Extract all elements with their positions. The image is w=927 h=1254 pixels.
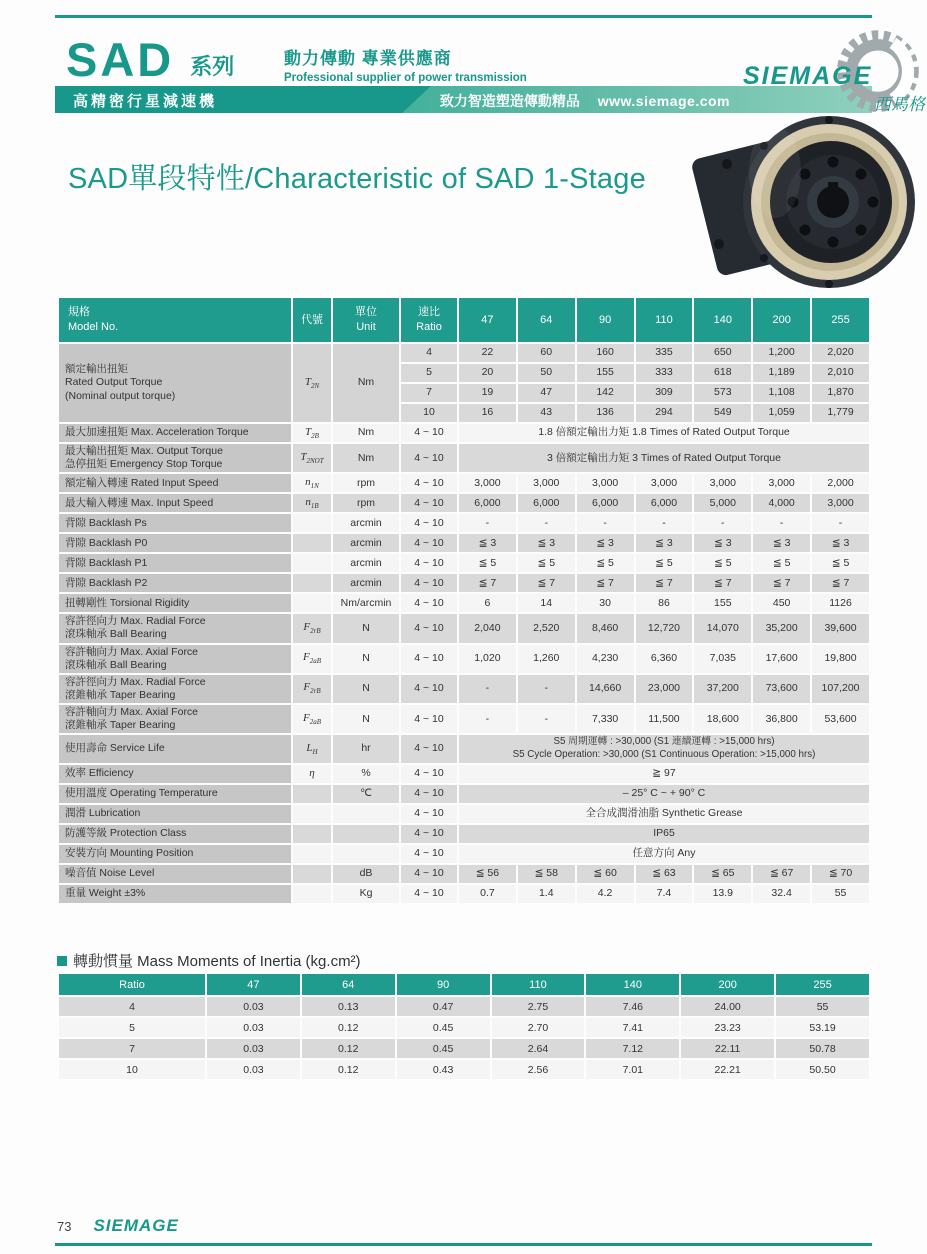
footer-logo: SIEMAGE	[93, 1216, 179, 1235]
product-photo	[653, 106, 927, 298]
spec-row-label: 噪音值 Noise Level	[59, 865, 291, 883]
spec-row-label: 容許徑向力 Max. Radial Force 滾珠軸承 Ball Bearing	[59, 614, 291, 642]
spec-value-cell: 8,460	[577, 614, 634, 642]
spec-value-cell: 155	[694, 594, 751, 612]
spec-span-cell: 3 倍額定輸出力矩 3 Times of Rated Output Torque	[459, 444, 869, 472]
spec-value-cell: ≦ 65	[694, 865, 751, 883]
spec-row-symbol	[293, 865, 331, 883]
spec-row-unit: N	[333, 675, 399, 703]
spec-value-cell: 294	[636, 404, 693, 422]
spec-value-cell: 155	[577, 364, 634, 382]
inertia-value-cell: 0.03	[207, 997, 300, 1016]
inertia-value-cell: 0.12	[302, 1060, 395, 1079]
spec-value-cell: 19,800	[812, 645, 869, 673]
spec-value-cell: 573	[694, 384, 751, 402]
spec-row-symbol	[293, 785, 331, 803]
spec-ratio-cell: 4 ~ 10	[401, 424, 457, 442]
brand-name: SAD	[66, 33, 175, 86]
inertia-value-cell: 7.01	[586, 1060, 679, 1079]
spec-row-label: 最大輸出扭矩 Max. Output Torque 急停扭矩 Emergency Stop Torque	[59, 444, 291, 472]
spec-value-cell: 47	[518, 384, 575, 402]
spec-value-cell: 6,000	[459, 494, 516, 512]
spec-row-unit: hr	[333, 735, 399, 762]
spec-value-cell: 2,040	[459, 614, 516, 642]
spec-value-cell: 55	[812, 885, 869, 903]
spec-value-cell: ≦ 3	[636, 534, 693, 552]
spec-value-cell: 3,000	[753, 474, 810, 492]
spec-row-unit: dB	[333, 865, 399, 883]
inertia-value-cell: 55	[776, 997, 869, 1016]
spec-row-unit: N	[333, 705, 399, 733]
spec-span-cell: 任意方向 Any	[459, 845, 869, 863]
spec-value-cell: 2,010	[812, 364, 869, 382]
col-header-size: 140	[694, 298, 751, 342]
spec-value-cell: 36,800	[753, 705, 810, 733]
spec-row-label: 額定輸入轉速 Rated Input Speed	[59, 474, 291, 492]
spec-row-label: 使用壽命 Service Life	[59, 735, 291, 762]
spec-value-cell: ≦ 7	[459, 574, 516, 592]
bullet-square-icon	[57, 956, 67, 966]
spec-value-cell: 43	[518, 404, 575, 422]
inertia-value-cell: 0.45	[397, 1039, 490, 1058]
inertia-value-cell: 0.03	[207, 1060, 300, 1079]
inertia-value-cell: 2.56	[492, 1060, 585, 1079]
top-rule	[55, 15, 872, 18]
spec-value-cell: ≦ 60	[577, 865, 634, 883]
col-header-ratio: 速比 Ratio	[401, 298, 457, 342]
spec-value-cell: 35,200	[753, 614, 810, 642]
spec-row-symbol	[293, 845, 331, 863]
spec-value-cell: 1,260	[518, 645, 575, 673]
spec-value-cell: 7.4	[636, 885, 693, 903]
slogan-zh: 動力傳動 專業供應商	[284, 49, 452, 68]
spec-value-cell: 1,020	[459, 645, 516, 673]
spec-value-cell: 1,189	[753, 364, 810, 382]
col-header-size: 47	[459, 298, 516, 342]
spec-value-cell: 549	[694, 404, 751, 422]
spec-row-label: 重量 Weight ±3%	[59, 885, 291, 903]
spec-row-unit: Nm	[333, 444, 399, 472]
spec-ratio-cell: 4 ~ 10	[401, 845, 457, 863]
spec-value-cell: -	[577, 514, 634, 532]
spec-row-symbol	[293, 514, 331, 532]
spec-ratio-cell: 4 ~ 10	[401, 534, 457, 552]
spec-ratio-cell: 4 ~ 10	[401, 885, 457, 903]
spec-value-cell: -	[636, 514, 693, 532]
col-header-size: 90	[577, 298, 634, 342]
spec-row-unit: Nm	[333, 344, 399, 422]
spec-value-cell: 14	[518, 594, 575, 612]
spec-ratio-cell: 4 ~ 10	[401, 594, 457, 612]
spec-value-cell: 0.7	[459, 885, 516, 903]
spec-row-label: 背隙 Backlash P0	[59, 534, 291, 552]
spec-ratio-cell: 4 ~ 10	[401, 825, 457, 843]
spec-row-label: 額定輸出扭矩 Rated Output Torque (Nominal output torque)	[59, 344, 291, 422]
spec-value-cell: -	[459, 675, 516, 703]
spec-row-unit: arcmin	[333, 514, 399, 532]
spec-row-unit: N	[333, 645, 399, 673]
spec-value-cell: 6,000	[518, 494, 575, 512]
spec-ratio-cell: 4 ~ 10	[401, 514, 457, 532]
spec-value-cell: ≦ 5	[577, 554, 634, 572]
inertia-table	[57, 972, 871, 1081]
spec-value-cell: 4.2	[577, 885, 634, 903]
spec-ratio-cell: 4 ~ 10	[401, 574, 457, 592]
spec-value-cell: -	[518, 705, 575, 733]
spec-value-cell: 7,330	[577, 705, 634, 733]
spec-value-cell: 6,000	[577, 494, 634, 512]
banner-left-text: 高精密行星減速機	[73, 94, 218, 110]
inertia-col-header: 255	[776, 974, 869, 995]
spec-value-cell: ≦ 7	[753, 574, 810, 592]
spec-value-cell: 3,000	[812, 494, 869, 512]
spec-value-cell: ≦ 3	[753, 534, 810, 552]
spec-value-cell: 20	[459, 364, 516, 382]
gearbox-image	[653, 106, 927, 298]
spec-row-symbol: $L_H$	[293, 735, 331, 762]
spec-row-symbol: $T_{2B}$	[293, 424, 331, 442]
spec-ratio-cell: 4 ~ 10	[401, 785, 457, 803]
inertia-ratio-cell: 7	[59, 1039, 205, 1058]
spec-span-cell: ≧ 97	[459, 765, 869, 783]
inertia-col-header: 110	[492, 974, 585, 995]
inertia-value-cell: 2.75	[492, 997, 585, 1016]
spec-value-cell: 6,360	[636, 645, 693, 673]
spec-value-cell: 86	[636, 594, 693, 612]
inertia-value-cell: 2.70	[492, 1018, 585, 1037]
spec-row-unit: Nm/arcmin	[333, 594, 399, 612]
spec-row-label: 容許徑向力 Max. Radial Force 滾錐軸承 Taper Bearing	[59, 675, 291, 703]
spec-row-symbol: $F_{2rB}$	[293, 675, 331, 703]
spec-value-cell: 12,720	[636, 614, 693, 642]
spec-row-symbol	[293, 534, 331, 552]
spec-row-unit: arcmin	[333, 574, 399, 592]
spec-value-cell: 142	[577, 384, 634, 402]
spec-row-symbol: $F_{2rB}$	[293, 614, 331, 642]
spec-value-cell: 73,600	[753, 675, 810, 703]
spec-row-symbol: $F_{2aB}$	[293, 705, 331, 733]
spec-row-unit: rpm	[333, 494, 399, 512]
spec-value-cell: 650	[694, 344, 751, 362]
spec-row-unit	[333, 845, 399, 863]
bottom-rule	[55, 1243, 872, 1246]
spec-span-cell: 1.8 倍額定輸出力矩 1.8 Times of Rated Output Torque	[459, 424, 869, 442]
spec-row-symbol	[293, 594, 331, 612]
website-url: www.siemage.com	[597, 93, 730, 109]
spec-value-cell: -	[812, 514, 869, 532]
spec-row-unit: Kg	[333, 885, 399, 903]
inertia-value-cell: 24.00	[681, 997, 774, 1016]
spec-span-cell: 全合成潤滑油脂 Synthetic Grease	[459, 805, 869, 823]
inertia-value-cell: 50.50	[776, 1060, 869, 1079]
spec-value-cell: 60	[518, 344, 575, 362]
spec-value-cell: 4,230	[577, 645, 634, 673]
spec-value-cell: -	[518, 514, 575, 532]
inertia-value-cell: 7.41	[586, 1018, 679, 1037]
spec-value-cell: 333	[636, 364, 693, 382]
spec-value-cell: ≦ 5	[518, 554, 575, 572]
spec-row-unit	[333, 805, 399, 823]
spec-value-cell: ≦ 5	[753, 554, 810, 572]
spec-value-cell: -	[753, 514, 810, 532]
inertia-value-cell: 0.12	[302, 1039, 395, 1058]
spec-ratio-cell: 4 ~ 10	[401, 554, 457, 572]
spec-value-cell: 309	[636, 384, 693, 402]
inertia-ratio-cell: 10	[59, 1060, 205, 1079]
spec-ratio-cell: 4 ~ 10	[401, 614, 457, 642]
spec-row-label: 防護等級 Protection Class	[59, 825, 291, 843]
inertia-value-cell: 22.21	[681, 1060, 774, 1079]
spec-value-cell: 2,020	[812, 344, 869, 362]
col-header-model: 規格 Model No.	[59, 298, 291, 342]
col-header-unit: 單位 Unit	[333, 298, 399, 342]
spec-value-cell: 1,200	[753, 344, 810, 362]
spec-row-label: 最大加速扭矩 Max. Acceleration Torque	[59, 424, 291, 442]
spec-value-cell: ≦ 5	[636, 554, 693, 572]
spec-value-cell: 23,000	[636, 675, 693, 703]
spec-ratio-cell: 4 ~ 10	[401, 705, 457, 733]
page-footer	[57, 1216, 179, 1236]
page-title: SAD單段特性/Characteristic of SAD 1-Stage	[68, 163, 646, 195]
inertia-value-cell: 0.43	[397, 1060, 490, 1079]
spec-value-cell: 50	[518, 364, 575, 382]
spec-value-cell: ≦ 67	[753, 865, 810, 883]
spec-value-cell: 37,200	[694, 675, 751, 703]
inertia-col-header: 47	[207, 974, 300, 995]
spec-value-cell: 39,600	[812, 614, 869, 642]
inertia-section-title	[57, 950, 361, 971]
spec-value-cell: 16	[459, 404, 516, 422]
spec-value-cell: 1,779	[812, 404, 869, 422]
spec-row-symbol	[293, 825, 331, 843]
spec-row-label: 效率 Efficiency	[59, 765, 291, 783]
spec-value-cell: 14,660	[577, 675, 634, 703]
spec-value-cell: ≦ 5	[459, 554, 516, 572]
inertia-col-header: 90	[397, 974, 490, 995]
spec-row-label: 潤滑 Lubrication	[59, 805, 291, 823]
spec-value-cell: 6	[459, 594, 516, 612]
spec-value-cell: 1,059	[753, 404, 810, 422]
spec-value-cell: ≦ 3	[694, 534, 751, 552]
inertia-value-cell: 2.64	[492, 1039, 585, 1058]
spec-ratio-cell: 4 ~ 10	[401, 444, 457, 472]
col-header-size: 255	[812, 298, 869, 342]
spec-row-symbol: $n_{1B}$	[293, 494, 331, 512]
spec-value-cell: 3,000	[636, 474, 693, 492]
spec-row-symbol: $T_{2NOT}$	[293, 444, 331, 472]
spec-ratio-cell: 4 ~ 10	[401, 765, 457, 783]
spec-value-cell: 2,520	[518, 614, 575, 642]
spec-row-symbol	[293, 805, 331, 823]
spec-value-cell: ≦ 7	[694, 574, 751, 592]
spec-value-cell: 7,035	[694, 645, 751, 673]
spec-row-symbol: $T_{2N}$	[293, 344, 331, 422]
spec-value-cell: 4,000	[753, 494, 810, 512]
spec-value-cell: 3,000	[694, 474, 751, 492]
spec-value-cell: 618	[694, 364, 751, 382]
spec-span-cell: – 25° C ~ + 90° C	[459, 785, 869, 803]
col-header-size: 64	[518, 298, 575, 342]
spec-row-symbol: η	[293, 765, 331, 783]
col-header-size: 110	[636, 298, 693, 342]
inertia-col-header: 64	[302, 974, 395, 995]
spec-value-cell: ≦ 63	[636, 865, 693, 883]
inertia-col-header: Ratio	[59, 974, 205, 995]
spec-value-cell: 5,000	[694, 494, 751, 512]
spec-ratio-cell: 7	[401, 384, 457, 402]
spec-value-cell: -	[518, 675, 575, 703]
spec-value-cell: ≦ 7	[812, 574, 869, 592]
spec-value-cell: -	[694, 514, 751, 532]
spec-value-cell: 1.4	[518, 885, 575, 903]
inertia-value-cell: 23.23	[681, 1018, 774, 1037]
spec-row-label: 背隙 Backlash Ps	[59, 514, 291, 532]
spec-value-cell: ≦ 7	[577, 574, 634, 592]
spec-value-cell: 1,870	[812, 384, 869, 402]
spec-row-symbol: $F_{2aB}$	[293, 645, 331, 673]
spec-ratio-cell: 10	[401, 404, 457, 422]
spec-value-cell: 3,000	[577, 474, 634, 492]
inertia-value-cell: 22.11	[681, 1039, 774, 1058]
spec-ratio-cell: 4	[401, 344, 457, 362]
inertia-col-header: 200	[681, 974, 774, 995]
spec-value-cell: 2,000	[812, 474, 869, 492]
brand-series-label: 系列	[190, 54, 235, 79]
spec-ratio-cell: 5	[401, 364, 457, 382]
spec-value-cell: ≦ 3	[459, 534, 516, 552]
inertia-title-text: 轉動慣量 Mass Moments of Inertia (kg.cm²)	[73, 953, 361, 970]
spec-value-cell: 18,600	[694, 705, 751, 733]
spec-value-cell: 14,070	[694, 614, 751, 642]
spec-value-cell: ≦ 3	[577, 534, 634, 552]
spec-row-label: 容許軸向力 Max. Axial Force 滾錐軸承 Taper Bearing	[59, 705, 291, 733]
spec-row-unit: Nm	[333, 424, 399, 442]
spec-value-cell: 3,000	[518, 474, 575, 492]
inertia-value-cell: 50.78	[776, 1039, 869, 1058]
spec-span-cell: S5 周期運轉 : >30,000 (S1 連續運轉 : >15,000 hrs) S5 Cycle Operation: >30,000 (S1 Continuous Operation: >15,000 hrs)	[459, 735, 869, 762]
inertia-value-cell: 7.12	[586, 1039, 679, 1058]
spec-row-label: 容許軸向力 Max. Axial Force 滾珠軸承 Ball Bearing	[59, 645, 291, 673]
spec-value-cell: 22	[459, 344, 516, 362]
spec-row-symbol	[293, 885, 331, 903]
spec-value-cell: ≦ 58	[518, 865, 575, 883]
banner-tagline: 致力智造塑造傳動精品	[439, 93, 580, 109]
spec-value-cell: ≦ 70	[812, 865, 869, 883]
spec-value-cell: 30	[577, 594, 634, 612]
spec-value-cell: -	[459, 705, 516, 733]
spec-row-unit: ℃	[333, 785, 399, 803]
spec-row-unit: rpm	[333, 474, 399, 492]
logo-wordmark: SIEMAGE	[743, 62, 873, 90]
spec-row-label: 最大輸入轉速 Max. Input Speed	[59, 494, 291, 512]
inertia-ratio-cell: 5	[59, 1018, 205, 1037]
spec-value-cell: 17,600	[753, 645, 810, 673]
inertia-value-cell: 0.12	[302, 1018, 395, 1037]
spec-value-cell: ≦ 3	[518, 534, 575, 552]
spec-value-cell: 19	[459, 384, 516, 402]
spec-row-unit: arcmin	[333, 554, 399, 572]
logo-chinese-name: 西馬格	[874, 95, 925, 114]
spec-ratio-cell: 4 ~ 10	[401, 735, 457, 762]
slogan-block	[284, 44, 527, 84]
inertia-col-header: 140	[586, 974, 679, 995]
spec-value-cell: 1126	[812, 594, 869, 612]
spec-value-cell: ≦ 5	[694, 554, 751, 572]
spec-value-cell: ≦ 5	[812, 554, 869, 572]
spec-value-cell: 13.9	[694, 885, 751, 903]
spec-row-symbol	[293, 554, 331, 572]
inertia-value-cell: 0.03	[207, 1039, 300, 1058]
spec-ratio-cell: 4 ~ 10	[401, 474, 457, 492]
spec-row-unit: arcmin	[333, 534, 399, 552]
spec-value-cell: 335	[636, 344, 693, 362]
inertia-value-cell: 0.45	[397, 1018, 490, 1037]
spec-row-label: 安裝方向 Mounting Position	[59, 845, 291, 863]
spec-row-symbol	[293, 574, 331, 592]
inertia-value-cell: 0.03	[207, 1018, 300, 1037]
spec-table	[57, 296, 871, 905]
spec-row-label: 背隙 Backlash P2	[59, 574, 291, 592]
spec-ratio-cell: 4 ~ 10	[401, 805, 457, 823]
spec-value-cell: 53,600	[812, 705, 869, 733]
spec-value-cell: -	[459, 514, 516, 532]
inertia-value-cell: 0.13	[302, 997, 395, 1016]
spec-value-cell: ≦ 7	[518, 574, 575, 592]
spec-value-cell: ≦ 56	[459, 865, 516, 883]
spec-value-cell: ≦ 3	[812, 534, 869, 552]
spec-row-label: 背隙 Backlash P1	[59, 554, 291, 572]
spec-row-label: 使用溫度 Operating Temperature	[59, 785, 291, 803]
inertia-value-cell: 7.46	[586, 997, 679, 1016]
spec-ratio-cell: 4 ~ 10	[401, 645, 457, 673]
spec-ratio-cell: 4 ~ 10	[401, 675, 457, 703]
spec-row-unit	[333, 825, 399, 843]
spec-row-label: 扭轉剛性 Torsional Rigidity	[59, 594, 291, 612]
spec-value-cell: 3,000	[459, 474, 516, 492]
brand-block	[66, 33, 235, 86]
inertia-value-cell: 53.19	[776, 1018, 869, 1037]
col-header-code: 代號	[293, 298, 331, 342]
spec-value-cell: 450	[753, 594, 810, 612]
spec-ratio-cell: 4 ~ 10	[401, 865, 457, 883]
spec-value-cell: 32.4	[753, 885, 810, 903]
spec-row-unit: %	[333, 765, 399, 783]
spec-span-cell: IP65	[459, 825, 869, 843]
spec-value-cell: 160	[577, 344, 634, 362]
spec-value-cell: 1,108	[753, 384, 810, 402]
page-number: 73	[57, 1218, 72, 1234]
spec-value-cell: 11,500	[636, 705, 693, 733]
spec-row-symbol: $n_{1N}$	[293, 474, 331, 492]
inertia-ratio-cell: 4	[59, 997, 205, 1016]
inertia-value-cell: 0.47	[397, 997, 490, 1016]
spec-row-unit: N	[333, 614, 399, 642]
spec-value-cell: 6,000	[636, 494, 693, 512]
spec-value-cell: 136	[577, 404, 634, 422]
slogan-en: Professional supplier of power transmission	[284, 72, 527, 84]
spec-value-cell: ≦ 7	[636, 574, 693, 592]
spec-value-cell: 107,200	[812, 675, 869, 703]
spec-ratio-cell: 4 ~ 10	[401, 494, 457, 512]
col-header-size: 200	[753, 298, 810, 342]
